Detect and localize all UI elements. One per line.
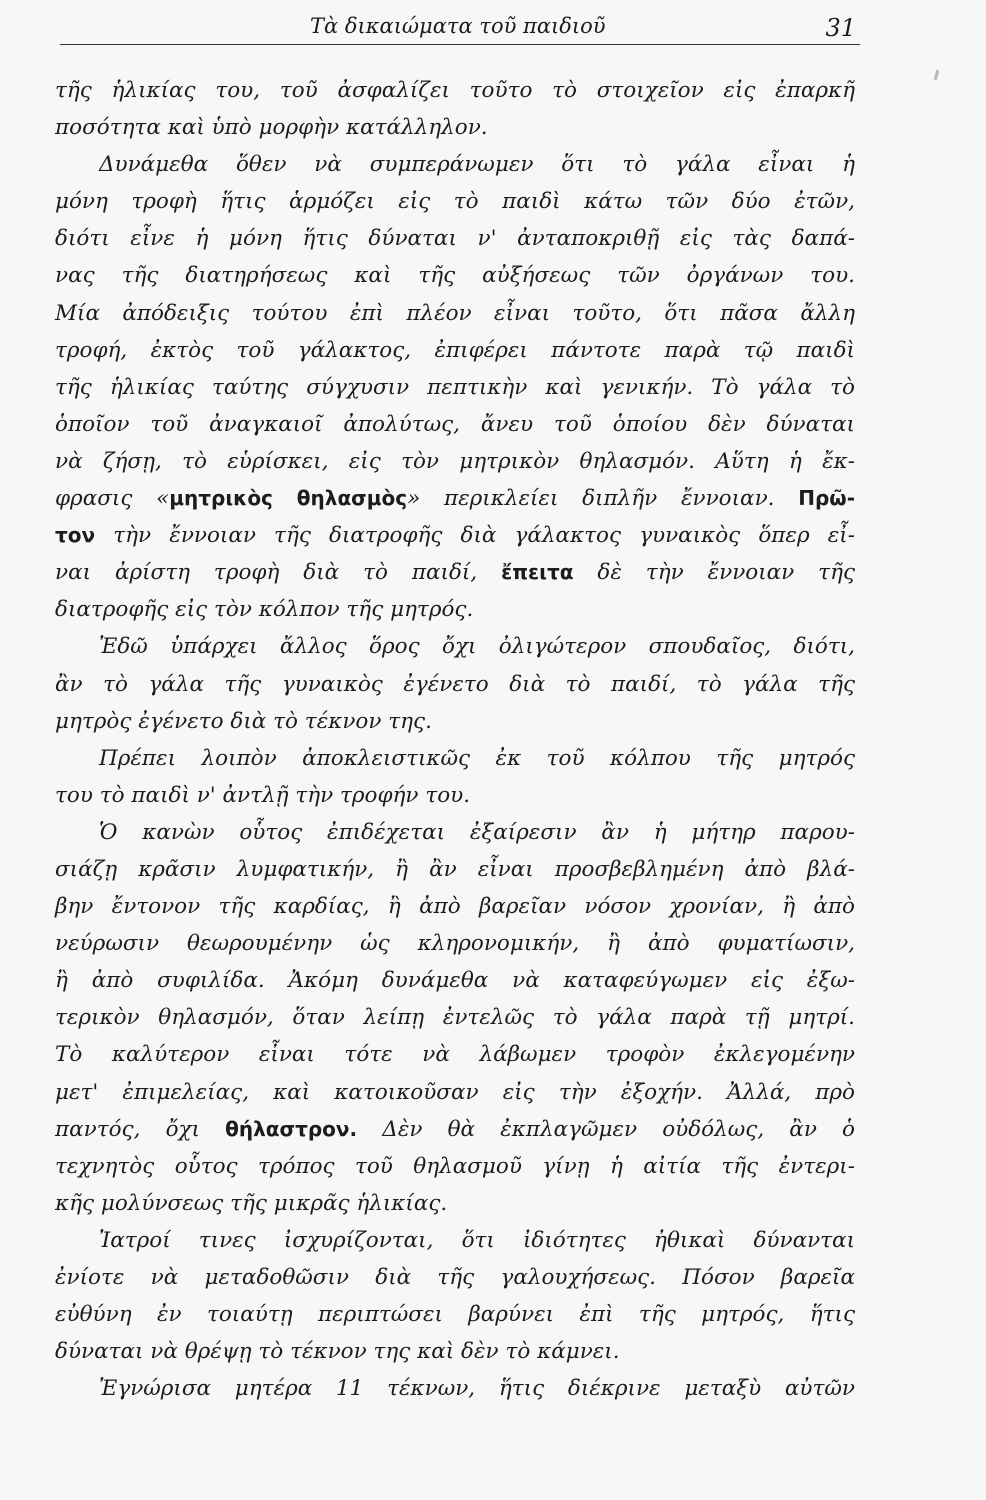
text-line — [55, 1333, 855, 1370]
text-line — [55, 591, 855, 628]
line-text: Ἐδῶ ὑπάρχει ἄλλος ὅρος ὄχι ὀλιγώτερον σπουδαῖος, διότι, — [99, 634, 855, 660]
text-line — [55, 1036, 855, 1073]
line-text: διότι εἶνε ἡ μόνη ἥτις δύναται ν' ἀνταποκριθῇ εἰς τὰς δαπά- — [55, 226, 855, 252]
paragraph-start-line — [55, 1370, 855, 1407]
line-text: δὲ τὴν ἔννοιαν τῆς — [573, 560, 855, 586]
text-line — [55, 1148, 855, 1185]
text-line — [55, 72, 855, 109]
line-text: σιάζῃ κρᾶσιν λυμφατικήν, ἢ ἂν εἶναι προσβεβλημένη ἀπὸ βλά- — [55, 856, 855, 882]
line-text: νὰ ζήσῃ, τὸ εὑρίσκει, εἰς τὸν μητρικὸν θηλασμόν. Αὕτη ἡ ἔκ- — [55, 448, 855, 474]
line-text: Δυνάμεθα ὅθεν νὰ συμπεράνωμεν ὅτι τὸ γάλα εἶναι ἡ — [99, 152, 855, 178]
line-text: ἐνίοτε νὰ μεταδοθῶσιν διὰ τῆς γαλουχήσεως. Πόσον βαρεῖα — [55, 1265, 855, 1290]
text-line — [55, 851, 855, 888]
text-line — [55, 888, 855, 925]
line-text: μετ' ἐπιμελείας, καὶ κατοικοῦσαν εἰς τὴν ἐξοχήν. Ἀλλά, πρὸ — [55, 1079, 855, 1105]
line-text: τῆς ἡλικίας ταύτης σύγχυσιν πεπτικὴν καὶ γενικήν. Τὸ γάλα τὸ — [55, 374, 855, 400]
line-text: ποσότητα καὶ ὑπὸ μορφὴν κατάλληλον. — [55, 115, 488, 141]
text-line — [55, 703, 855, 740]
bold-term: μητρικὸς θηλασμὸς — [169, 486, 408, 511]
text-line — [55, 332, 855, 369]
page-number: 31 — [825, 14, 856, 42]
line-text: τροφή, ἐκτὸς τοῦ γάλακτος, ἐπιφέρει πάντοτε παρὰ τῷ παιδὶ — [55, 337, 855, 363]
text-line — [55, 1259, 855, 1296]
text-line — [55, 220, 855, 257]
paragraph-start-line — [55, 628, 855, 665]
line-text: εὐθύνη ἐν τοιαύτῃ περιπτώσει βαρύνει ἐπὶ τῆς μητρός, ἥτις — [55, 1302, 855, 1328]
line-text: ἂν τὸ γάλα τῆς γυναικὸς ἐγένετο διὰ τὸ παιδί, τὸ γάλα τῆς — [55, 671, 855, 697]
text-line — [55, 369, 855, 406]
line-text: του τὸ παιδὶ ν' ἀντλῇ τὴν τροφήν του. — [55, 782, 471, 808]
running-header — [60, 10, 860, 45]
line-text: νεύρωσιν θεωρουμένην ὡς κληρονομικήν, ἢ ἀπὸ φυματίωσιν, — [55, 931, 855, 957]
bold-term: ἔπειτα — [501, 560, 574, 585]
text-line — [55, 517, 855, 554]
line-text: Ἐγνώρισα μητέρα 11 τέκνων, ἥτις διέκρινε μεταξὺ αὐτῶν — [99, 1376, 855, 1402]
paragraph-start-line — [55, 1222, 855, 1259]
line-text: ἢ ἀπὸ συφιλίδα. Ἀκόμη δυνάμεθα νὰ καταφεύγωμεν εἰς ἐξω- — [55, 968, 855, 994]
line-text: τῆς ἡλικίας του, τοῦ ἀσφαλίζει τοῦτο τὸ στοιχεῖον εἰς ἐπαρκῆ — [55, 78, 855, 103]
text-line — [55, 1074, 855, 1111]
line-text: Μία ἀπόδειξις τούτου ἐπὶ πλέον εἶναι τοῦτο, ὅτι πᾶσα ἄλλη — [55, 300, 855, 326]
text-line — [55, 1296, 855, 1333]
text-line — [55, 962, 855, 999]
text-line — [55, 257, 855, 294]
bold-term: Πρῶ- — [798, 486, 855, 511]
text-line — [55, 109, 855, 146]
line-text: μόνη τροφὴ ἥτις ἁρμόζει εἰς τὸ παιδὶ κάτω τῶν δύο ἐτῶν, — [55, 189, 855, 215]
line-text: ὁποῖον τοῦ ἀναγκαιοῖ ἀπολύτως, ἄνευ τοῦ ὁποίου δὲν δύναται — [55, 411, 855, 437]
text-line — [55, 777, 855, 814]
text-line — [55, 999, 855, 1036]
bold-term: τον — [55, 523, 96, 548]
line-text: » περικλείει διπλῆν ἔννοιαν. — [407, 486, 799, 512]
line-text: δύναται νὰ θρέψῃ τὸ τέκνον της καὶ δὲν τὸ κάμνει. — [55, 1339, 620, 1365]
line-text: Δὲν θὰ ἐκπλαγῶμεν οὐδόλως, ἂν ὁ — [357, 1116, 855, 1142]
text-line — [55, 1111, 855, 1148]
line-text: Πρέπει λοιπὸν ἀποκλειστικῶς ἐκ τοῦ κόλπου τῆς μητρός — [99, 745, 855, 771]
line-text: βην ἔντονον τῆς καρδίας, ἢ ἀπὸ βαρεῖαν νόσον χρονίαν, ἢ ἀπὸ — [55, 894, 855, 920]
line-text: Ὁ κανὼν οὗτος ἐπιδέχεται ἐξαίρεσιν ἂν ἡ μήτηρ παρου- — [99, 819, 855, 845]
line-text: τὴν ἔννοιαν τῆς διατροφῆς διὰ γάλακτος γυναικὸς ὅπερ εἶ- — [95, 523, 855, 549]
line-text: Ἰατροί τινες ἰσχυρίζονται, ὅτι ἰδιότητες ἠθικαὶ δύνανται — [99, 1227, 855, 1253]
text-line — [55, 406, 855, 443]
line-text: τεχνητὸς οὗτος τρόπος τοῦ θηλασμοῦ γίνῃ ἡ αἰτία τῆς ἐντερι- — [55, 1153, 855, 1179]
text-line — [55, 554, 855, 591]
line-text: Τὸ καλύτερον εἶναι τότε νὰ λάβωμεν τροφὸν ἐκλεγομένην — [55, 1042, 855, 1068]
paragraph-start-line — [55, 146, 855, 183]
paragraph-start-line — [55, 814, 855, 851]
line-text: τερικὸν θηλασμόν, ὅταν λείπῃ ἐντελῶς τὸ γάλα παρὰ τῇ μητρί. — [55, 1005, 855, 1031]
line-text: φρασις « — [55, 486, 170, 512]
scan-mark — [934, 70, 939, 80]
text-line — [55, 1185, 855, 1222]
text-line — [55, 443, 855, 480]
line-text: ναι ἀρίστη τροφὴ διὰ τὸ παιδί, — [55, 560, 502, 586]
text-line — [55, 183, 855, 220]
text-line — [55, 480, 855, 517]
line-text: παντός, ὄχι — [55, 1116, 226, 1142]
text-line — [55, 925, 855, 962]
body-text — [55, 72, 855, 1407]
line-text: διατροφῆς εἰς τὸν κόλπον τῆς μητρός. — [55, 597, 474, 623]
bold-term: θήλαστρον. — [225, 1116, 358, 1141]
line-text: νας τῆς διατηρήσεως καὶ τῆς αὐξήσεως τῶν ὀργάνων του. — [55, 263, 855, 289]
header-title: Τὰ δικαιώματα τοῦ παιδιοῦ — [310, 14, 606, 38]
line-text: κῆς μολύνσεως τῆς μικρᾶς ἡλικίας. — [55, 1190, 448, 1216]
text-line — [55, 666, 855, 703]
line-text: μητρὸς ἐγένετο διὰ τὸ τέκνον της. — [55, 708, 432, 734]
text-line — [55, 295, 855, 332]
paragraph-start-line — [55, 740, 855, 777]
